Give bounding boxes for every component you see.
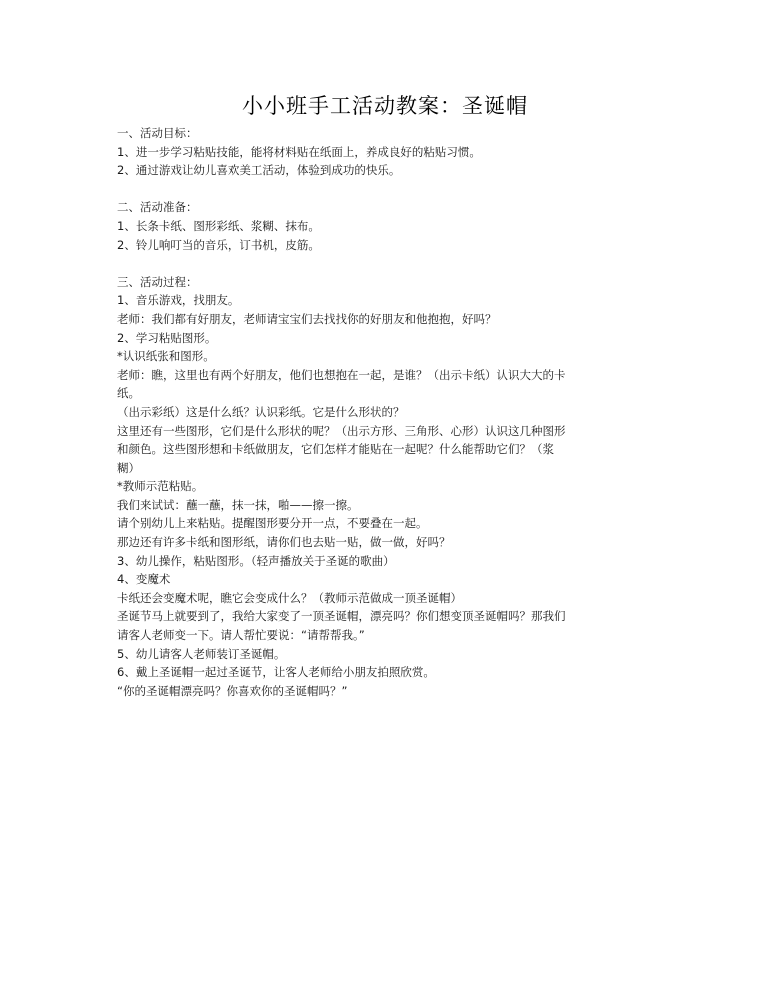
goal-item-1: 1、进一步学习粘贴技能，能将材料贴在纸面上，养成良好的粘贴习惯。 — [117, 144, 481, 159]
process-line: 纸。 — [117, 386, 140, 401]
document-title: 小小班手工活动教案：圣诞帽 — [242, 94, 528, 118]
process-line: 这里还有一些图形，它们是什么形状的呢？（出示方形、三角形、心形）认识这几种图形 — [117, 423, 566, 438]
process-line: 老师：我们都有好朋友，老师请宝宝们去找找你的好朋友和他抱抱，好吗？ — [117, 311, 497, 326]
preparation-item-1: 1、长条卡纸、图形彩纸、浆糊、抹布。 — [117, 218, 320, 233]
process-line: *认识纸张和图形。 — [117, 349, 215, 364]
paragraph-gap — [117, 180, 657, 199]
process-line: 圣诞节马上就要到了，我给大家变了一顶圣诞帽，漂亮吗？你们想变顶圣诞帽吗？那我们 — [117, 609, 566, 624]
process-line: 那边还有许多卡纸和图形纸，请你们也去贴一贴，做一做，好吗？ — [117, 535, 451, 550]
goal-item-2: 2、通过游戏让幼儿喜欢美工活动，体验到成功的快乐。 — [117, 163, 401, 178]
preparation-item-2: 2、铃儿响叮当的音乐，订书机，皮筋。 — [117, 237, 320, 252]
process-line: 我们来试试：蘸一蘸，抹一抹，啪——擦一擦。 — [117, 497, 359, 512]
section-heading-goals: 一、活动目标： — [117, 126, 198, 140]
process-line: 1、音乐游戏，找朋友。 — [117, 293, 240, 308]
process-line: 糊） — [117, 460, 140, 475]
document-body — [117, 124, 657, 700]
process-line: “你的圣诞帽漂亮吗？你喜欢你的圣诞帽吗？” — [117, 683, 348, 698]
section-heading-preparation: 二、活动准备： — [117, 200, 198, 215]
process-line: 4、变魔术 — [117, 572, 171, 587]
paragraph-gap — [117, 254, 657, 273]
process-line: 5、幼儿请客人老师装订圣诞帽。 — [117, 646, 286, 661]
process-line: 和颜色。这些图形想和卡纸做朋友，它们怎样才能贴在一起呢？什么能帮助它们？（浆 — [117, 442, 554, 457]
process-line: 请个别幼儿上来粘贴。提醒图形要分开一点，不要叠在一起。 — [117, 516, 428, 531]
process-line: 老师：瞧，这里也有两个好朋友，他们也想抱在一起，是谁？（出示卡纸）认识大大的卡 — [117, 367, 566, 382]
process-line: 卡纸还会变魔术呢，瞧它会变成什么？（教师示范做成一顶圣诞帽） — [117, 590, 462, 605]
process-line: 请客人老师变一下。请人帮忙要说：“请帮帮我。” — [117, 628, 365, 643]
process-line: *教师示范粘贴。 — [117, 479, 204, 494]
process-line: 3、幼儿操作，粘贴图形。（轻声播放关于圣诞的歌曲） — [117, 553, 395, 568]
process-line: 6、戴上圣诞帽一起过圣诞节，让客人老师给小朋友拍照欣赏。 — [117, 665, 435, 680]
process-line: 2、学习粘贴图形。 — [117, 330, 217, 345]
process-line: （出示彩纸）这是什么纸？认识彩纸。它是什么形状的？ — [117, 404, 405, 419]
section-heading-process: 三、活动过程： — [117, 274, 198, 289]
